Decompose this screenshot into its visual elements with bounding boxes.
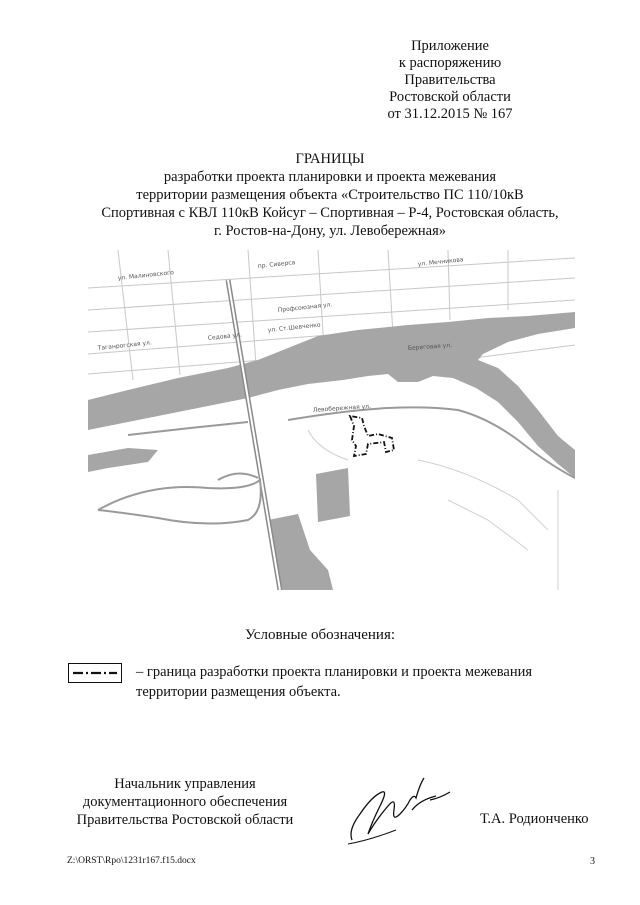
street-label: Седова ул. — [207, 331, 243, 342]
street-label: Береговая ул. — [407, 341, 453, 352]
dashdot-line-icon — [69, 664, 120, 681]
boundary-map — [88, 250, 575, 590]
boundary-line-swatch — [68, 663, 122, 683]
street-label: Таганрогская ул. — [97, 339, 153, 352]
title-line: г. Ростов-на-Дону, ул. Левобережная» — [213, 223, 447, 239]
industrial-block — [316, 468, 350, 522]
file-path: Z:\ORST\Rpo\1231r167.f15.docx — [67, 856, 196, 866]
project-boundary — [350, 416, 394, 456]
title-heading: ГРАНИЦЫ — [295, 151, 365, 167]
appendix-line: Приложение — [411, 38, 489, 54]
position-line: документационного обеспечения — [82, 794, 288, 810]
street-label: ул. Малиновского — [117, 269, 175, 282]
title-line: территории размещения объекта «Строительство ПС 110/10кВ — [136, 187, 524, 203]
title-line: Спортивная с КВЛ 110кВ Койсуг – Спортивная – Р-4, Ростовская область, — [101, 205, 559, 221]
street-label: ул. Мечникова — [417, 256, 464, 268]
position-line: Правительства Ростовской области — [76, 812, 294, 828]
street-label: пр. Сиверса — [257, 259, 296, 270]
legend-description — [136, 662, 640, 702]
appendix-line: Ростовской области — [389, 89, 511, 105]
appendix-header — [335, 38, 565, 123]
appendix-line: Правительства — [404, 72, 496, 88]
signatory-name: Т.А. Родионченко — [480, 811, 589, 827]
appendix-line: от 31.12.2015 № 167 — [387, 106, 513, 122]
street-label: Левобережная ул. — [312, 402, 372, 414]
appendix-line: к распоряжению — [398, 55, 502, 71]
signatory-position — [70, 775, 300, 829]
handwritten-signature — [340, 770, 460, 850]
document-title — [60, 150, 600, 240]
position-line: Начальник управления — [114, 776, 256, 792]
street-label: ул. Ст.Шевченко — [267, 321, 321, 334]
page-number: 3 — [590, 856, 595, 867]
map-svg — [88, 250, 575, 590]
street-label: Профсоюзная ул. — [277, 301, 333, 314]
legend-title: Условные обозначения: — [244, 627, 396, 643]
pond — [88, 448, 158, 472]
title-line: разработки проекта планировки и проекта межевания — [163, 169, 497, 185]
legend-text-line: – граница разработки проекта планировки и проекта межевания — [136, 664, 533, 680]
legend-text-line: территории размещения объекта. — [136, 684, 341, 700]
